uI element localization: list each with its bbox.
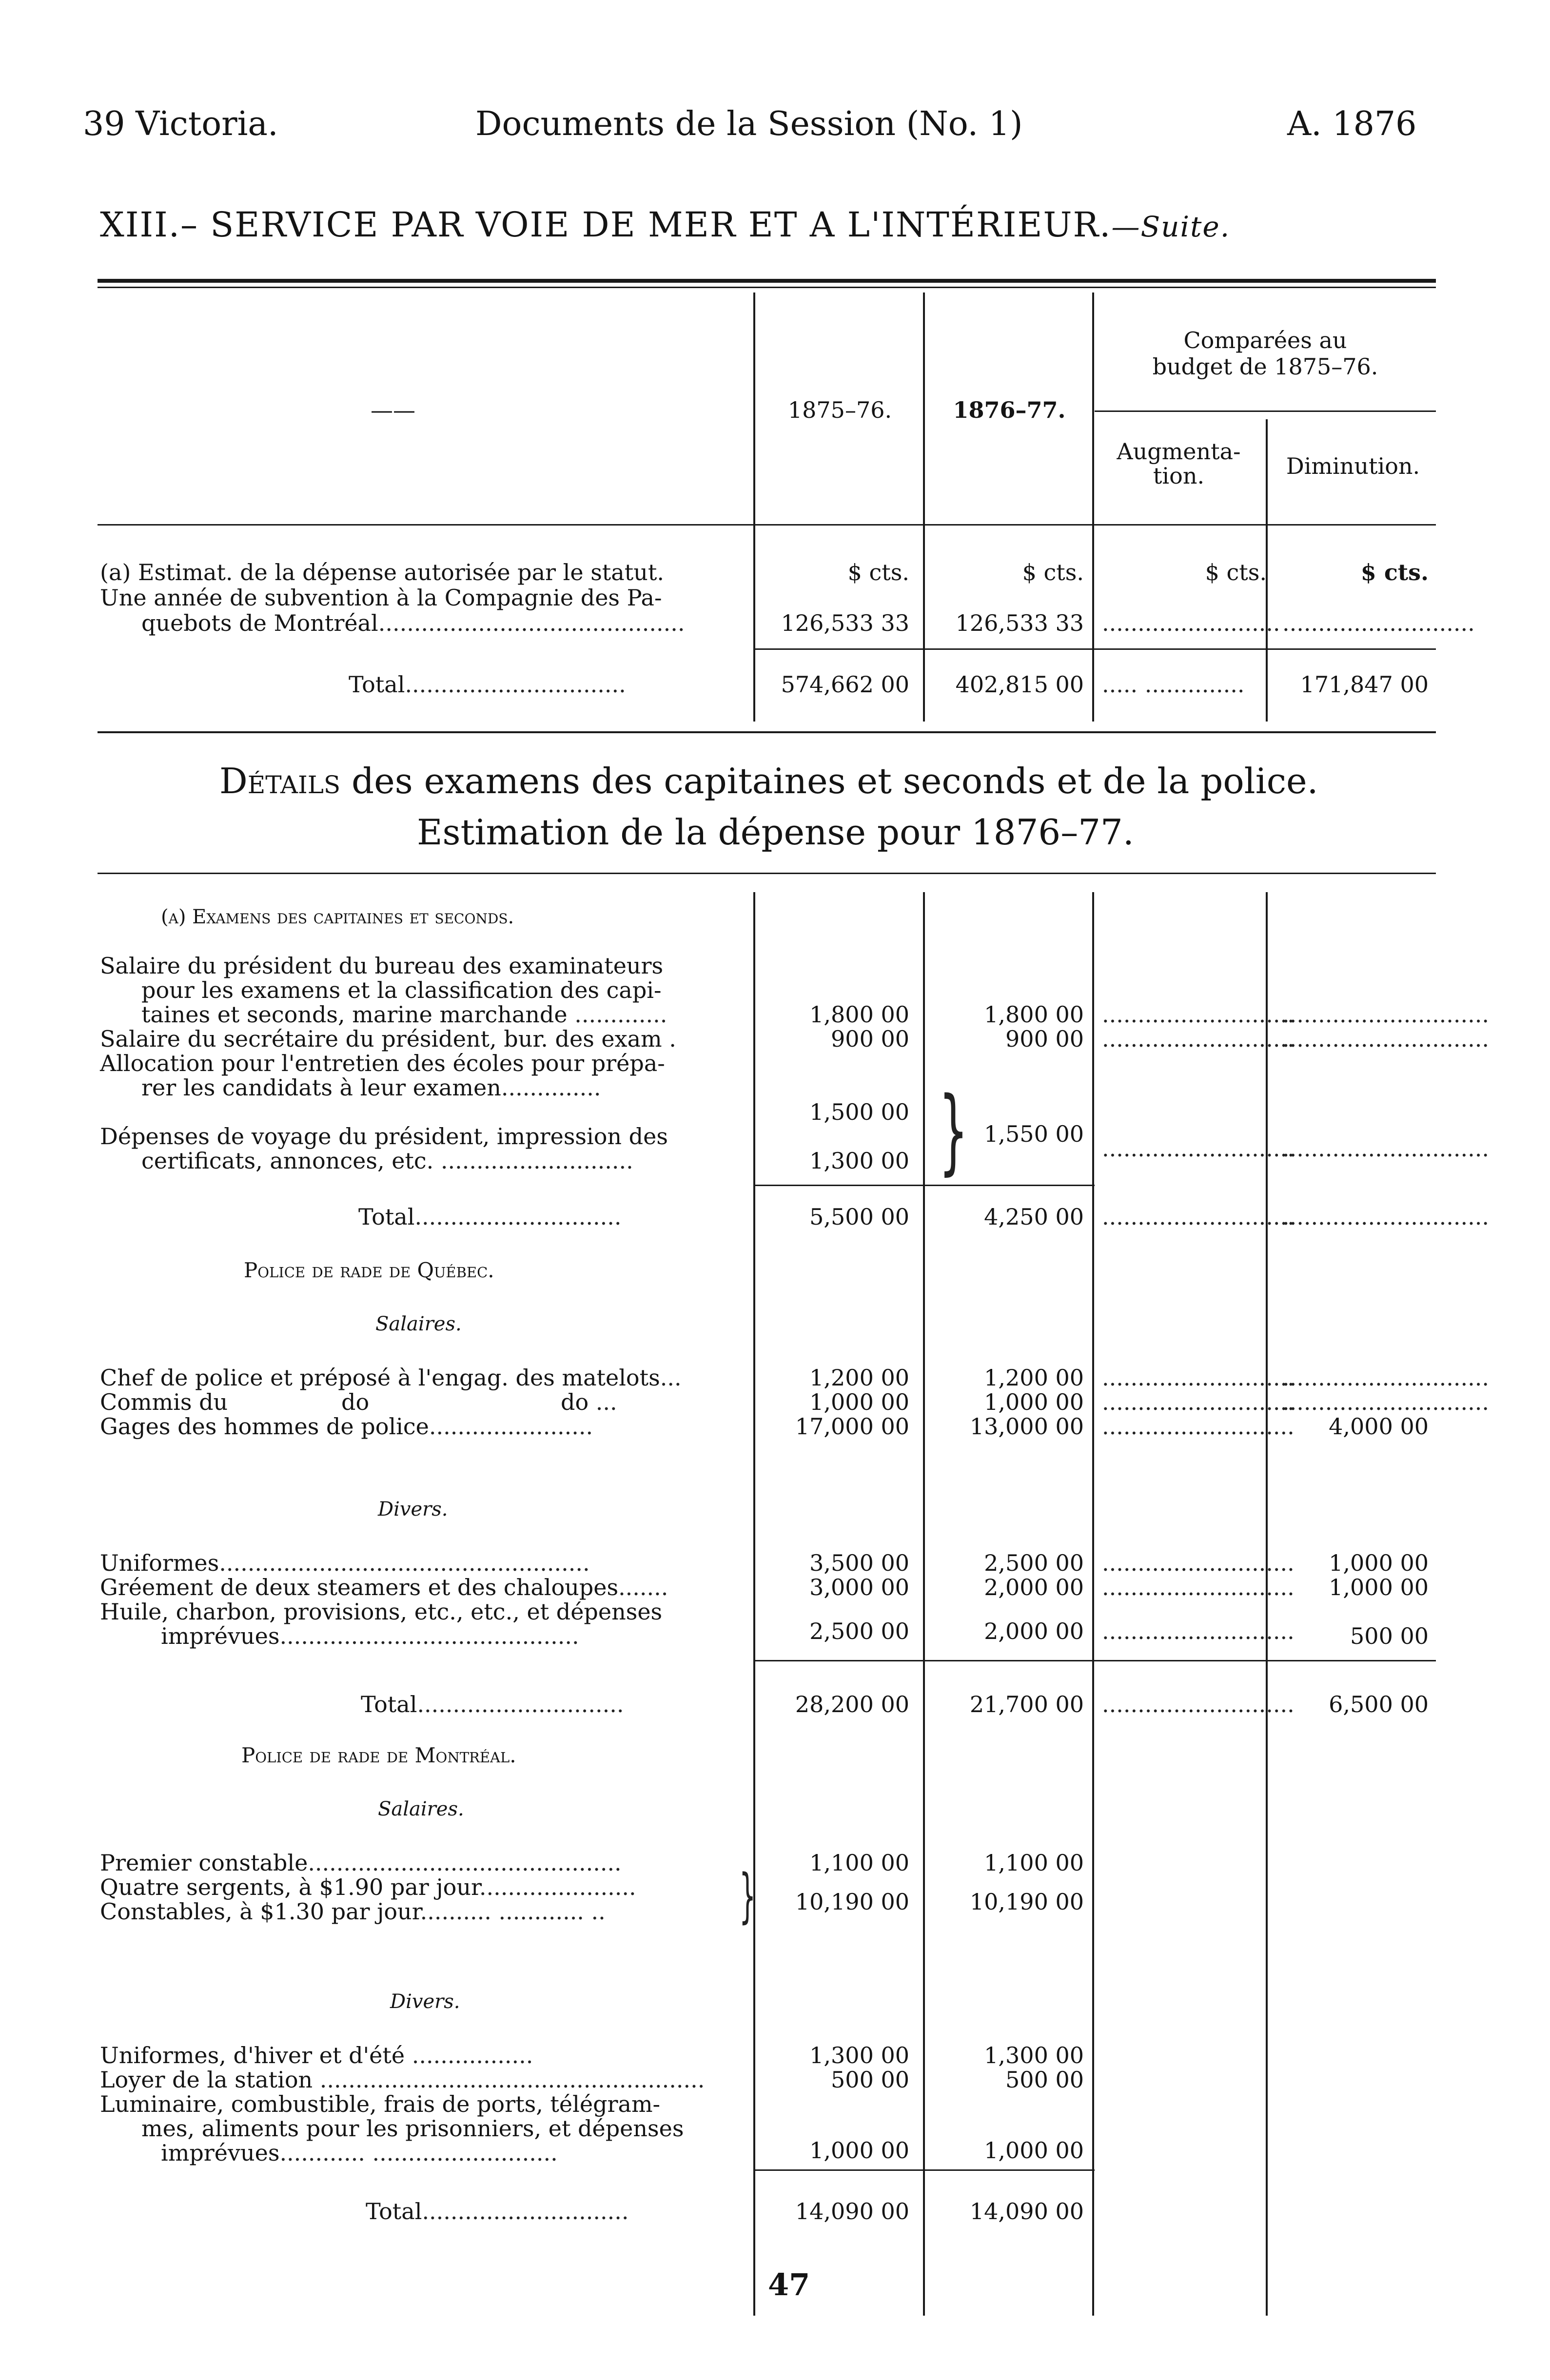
header-increase-line2: tion. (1153, 463, 1205, 489)
details-subtitle: Estimation de la dépense pour 1876–77. (417, 812, 1134, 853)
montreal-constable-1875: 1,100 00 (809, 1850, 909, 1876)
subsidy-1876: 126,533 33 (955, 610, 1084, 636)
exam-total-label (358, 1204, 621, 1229)
exam-total-increase-dots: ........................... (1102, 1204, 1295, 1230)
top-total-increase-dots: ..... .............. (1102, 671, 1245, 698)
exam-secretary-1876: 900 00 (1005, 1026, 1084, 1052)
details-rule (98, 873, 1436, 874)
leader-dots: ........................... (433, 1148, 633, 1174)
montreal-heading: Police de rade de Montréal. (241, 1743, 516, 1767)
subsidy-decrease-dots: ........................... (1282, 610, 1475, 636)
montreal-uniforms-text: Uniformes, d'hiver et d'été (100, 2042, 405, 2068)
details-title (219, 761, 1318, 801)
exam-president-salary-label3: taines et seconds, marine marchande (141, 1001, 568, 1028)
quebec-chief-decrease-dots: ............................. (1282, 1365, 1490, 1391)
quebec-chief-1875: 1,200 00 (809, 1365, 909, 1391)
montreal-uniforms-1876: 1,300 00 (984, 2042, 1084, 2068)
montreal-constables-label (100, 1899, 606, 1924)
exam-total-1876: 4,250 00 (984, 1204, 1084, 1230)
exam-travel-label2: certificats, annonces, etc. (141, 1148, 434, 1174)
montreal-rent-1876: 500 00 (1005, 2067, 1084, 2093)
exam-bracket-decrease-dots: ............................. (1282, 1135, 1490, 1162)
quebec-clerk-ditto-text: do (561, 1389, 589, 1415)
top-total-1876: 402,815 00 (955, 671, 1084, 698)
exam-total-text: Total (358, 1204, 415, 1230)
top-total-text: Total (349, 671, 405, 698)
exam-president-salary-line2: pour les examens et la classification des capi- (141, 977, 662, 1003)
leader-dots: ............................................ (308, 1850, 622, 1876)
leader-dots: ............................. (417, 1691, 624, 1717)
unit-col3: $ cts. (1205, 559, 1267, 585)
quebec-chief-text: Chef de police et préposé à l'engag. des matelots (100, 1365, 660, 1391)
quebec-total-decrease: 6,500 00 (1329, 1691, 1429, 1717)
section-title-suffix: —Suite. (1111, 210, 1231, 243)
quebec-rigging-1875: 3,000 00 (809, 1574, 909, 1600)
lower-col-rule-4 (1266, 892, 1268, 2316)
exam-travel-line1: Dépenses de voyage du président, impression des (100, 1123, 668, 1150)
quebec-heading: Police de rade de Québec. (244, 1258, 494, 1282)
quebec-salaries-heading: Salaires. (375, 1313, 462, 1335)
leader-dots: ............................... (405, 671, 626, 698)
quebec-subtotal-rule (753, 1660, 1436, 1661)
quebec-uniforms-label (100, 1550, 590, 1576)
montreal-rent-text: Loyer de la station (100, 2067, 313, 2093)
exam-travel-1875: 1,300 00 (809, 1148, 909, 1174)
quebec-rigging-label (100, 1575, 668, 1600)
leader-dots: ....... (618, 1574, 668, 1600)
exam-schools-line2 (141, 1075, 601, 1100)
quebec-wages-text: Gages des hommes de police (100, 1413, 429, 1440)
quebec-oil-1876: 2,000 00 (984, 1618, 1084, 1644)
title-rule-thin (98, 287, 1436, 288)
col-rule-2 (923, 293, 925, 722)
montreal-constable-1876: 1,100 00 (984, 1850, 1084, 1876)
quebec-total-1876: 21,700 00 (969, 1691, 1084, 1717)
section-title (100, 205, 1230, 245)
montreal-subtotal-rule (753, 2169, 1095, 2171)
montreal-constable-label (100, 1850, 622, 1875)
montreal-lighting-label3: imprévues (161, 2140, 280, 2166)
quebec-uniforms-text: Uniformes (100, 1550, 219, 1576)
montreal-bracket: } (739, 1862, 756, 1930)
row-statute-estimate: (a) Estimat. de la dépense autorisée par le statut. (100, 559, 664, 585)
quebec-rigging-text: Gréement de deux steamers et des chaloupes (100, 1574, 619, 1600)
top-subtotal-rule (753, 648, 1436, 650)
exam-schools-line1: Allocation pour l'entretien des écoles pour prépa- (100, 1050, 665, 1076)
header-year-1875: 1875–76. (787, 397, 892, 423)
quebec-wages-1875: 17,000 00 (795, 1413, 909, 1440)
quebec-clerk-1876: 1,000 00 (984, 1389, 1084, 1415)
header-compare-line1: Comparées au (1183, 327, 1347, 353)
quebec-oil-1875: 2,500 00 (809, 1618, 909, 1644)
leader-dots: ............. (567, 1001, 667, 1028)
exam-president-increase-dots: ........................... (1102, 1001, 1295, 1028)
montreal-rent-label (100, 2067, 705, 2092)
leader-dots: .......................................... (279, 1623, 579, 1649)
header-year-1876: 1876–77. (953, 397, 1066, 423)
montreal-sergeants-text: Quatre sergents, à $1.90 par jour (100, 1874, 479, 1900)
montreal-constable-text: Premier constable (100, 1850, 308, 1876)
unit-col2: $ cts. (1022, 559, 1084, 585)
top-total-1875: 574,662 00 (781, 671, 909, 698)
header-session-year: 39 Victoria. (83, 105, 278, 143)
exam-secretary-1875: 900 00 (831, 1026, 909, 1052)
row-subsidy-label2: quebots de Montréal (141, 610, 378, 636)
top-total-decrease: 171,847 00 (1300, 671, 1429, 698)
montreal-total-1875: 14,090 00 (795, 2198, 909, 2224)
leader-dots: ............................. (422, 2198, 629, 2224)
quebec-chief-1876: 1,200 00 (984, 1365, 1084, 1391)
montreal-uniforms-label (100, 2043, 533, 2068)
exam-president-salary-line3 (141, 1002, 667, 1027)
exam-bracket: } (939, 1077, 968, 1185)
exam-total-decrease-dots: ............................. (1282, 1204, 1490, 1230)
quebec-oil-line1: Huile, charbon, provisions, etc., etc., et dépenses (100, 1599, 663, 1625)
quebec-oil-line2 (161, 1623, 579, 1649)
header-documents-title: Documents de la Session (No. 1) (475, 105, 1023, 143)
quebec-uniforms-1876: 2,500 00 (984, 1550, 1084, 1576)
lower-col-rule-3 (1092, 892, 1094, 2316)
unit-col4: $ cts. (1360, 559, 1429, 585)
exam-president-1876: 1,800 00 (984, 1001, 1084, 1028)
quebec-total-increase-dots: ........................... (1102, 1691, 1295, 1717)
exam-secretary-salary: Salaire du secrétaire du président, bur. des exam . (100, 1026, 676, 1052)
quebec-uniforms-decrease: 1,000 00 (1329, 1550, 1429, 1576)
montreal-rent-1875: 500 00 (831, 2067, 909, 2093)
montreal-bracket-1875: 10,190 00 (795, 1889, 909, 1915)
quebec-total-1875: 28,200 00 (795, 1691, 909, 1717)
leader-dots: ... (660, 1365, 682, 1391)
exam-schools-label2: rer les candidats à leur examen (141, 1074, 501, 1101)
header-decrease: Diminution. (1286, 453, 1420, 479)
exam-bracket-increase-dots: ........................... (1102, 1135, 1295, 1162)
lower-col-rule-1 (753, 892, 755, 2316)
montreal-constables-text: Constables, à $1.30 par jour (100, 1898, 420, 1925)
quebec-misc-heading: Divers. (378, 1498, 448, 1521)
quebec-wages-1876: 13,000 00 (969, 1413, 1084, 1440)
unit-col1: $ cts. (847, 559, 909, 585)
leader-dots: ....................... (429, 1413, 593, 1440)
exam-travel-line2 (141, 1148, 633, 1173)
montreal-total-1876: 14,090 00 (969, 2198, 1084, 2224)
leader-dots: ...................................................... (313, 2067, 705, 2093)
quebec-rigging-1876: 2,000 00 (984, 1574, 1084, 1600)
top-table-bottom-rule (98, 731, 1436, 733)
subsidy-1875: 126,533 33 (781, 610, 909, 636)
header-increase-line1: Augmenta- (1117, 438, 1241, 465)
quebec-total-label (361, 1692, 624, 1717)
montreal-lighting-line1: Luminaire, combustible, frais de ports, télégram- (100, 2091, 661, 2117)
subsidy-increase-dots: ......................... (1102, 610, 1280, 636)
quebec-clerk-decrease-dots: ............................. (1282, 1389, 1490, 1415)
quebec-chief-label (100, 1365, 682, 1390)
montreal-total-label (366, 2199, 628, 2224)
section-title-main: XIII.– SERVICE PAR VOIE DE MER ET A L'INTÉRIEUR. (100, 205, 1112, 245)
montreal-uniforms-1875: 1,300 00 (809, 2042, 909, 2068)
leader-dots: .............. (501, 1074, 601, 1101)
quebec-rigging-decrease: 1,000 00 (1329, 1574, 1429, 1600)
header-compare-line2: budget de 1875–76. (1152, 353, 1378, 380)
exam-schools-1875: 1,500 00 (809, 1099, 909, 1125)
quebec-chief-increase-dots: ........................... (1102, 1365, 1295, 1391)
quebec-wages-label (100, 1414, 593, 1439)
quebec-clerk-ditto-2 (561, 1389, 617, 1415)
quebec-clerk-label: Commis du (100, 1389, 228, 1415)
details-title-rest: des examens des capitaines et seconds et de la police. (340, 761, 1318, 801)
quebec-total-text: Total (361, 1691, 417, 1717)
top-total-label (349, 672, 626, 697)
exam-secretary-increase-dots: ........................... (1102, 1026, 1295, 1052)
leader-dots: .......... ............ .. (420, 1898, 606, 1925)
header-blank-label: —— (371, 397, 415, 423)
montreal-sergeants-label (100, 1874, 636, 1900)
exam-total-1875: 5,500 00 (809, 1204, 909, 1230)
quebec-oil-label2: imprévues (161, 1623, 280, 1649)
leader-dots: ........................................... (378, 610, 685, 636)
header-bottom-rule (98, 524, 1436, 526)
col-rule-1 (753, 293, 755, 722)
header-edition: A. 1876 (1287, 105, 1417, 143)
exam-president-salary-line1: Salaire du président du bureau des examinateurs (100, 953, 664, 979)
quebec-oil-increase-dots: ........................... (1102, 1618, 1295, 1644)
row-subsidy-line1: Une année de subvention à la Compagnie des Pa- (100, 585, 662, 611)
quebec-oil-decrease: 500 00 (1350, 1623, 1429, 1649)
leader-dots: ...................... (479, 1874, 636, 1900)
quebec-clerk-1875: 1,000 00 (809, 1389, 909, 1415)
exam-president-decrease-dots: ............................. (1282, 1001, 1490, 1028)
montreal-lighting-line3 (161, 2140, 558, 2165)
montreal-bracket-1876: 10,190 00 (969, 1889, 1084, 1915)
montreal-total-text: Total (366, 2198, 422, 2224)
montreal-lighting-line2: mes, aliments pour les prisonniers, et dépenses (141, 2115, 684, 2142)
exam-subtotal-rule (753, 1185, 1095, 1186)
quebec-uniforms-1875: 3,500 00 (809, 1550, 909, 1576)
leader-dots: ............................. (414, 1204, 622, 1230)
lower-col-rule-2 (923, 892, 925, 2316)
montreal-lighting-1876: 1,000 00 (984, 2137, 1084, 2164)
exam-secretary-decrease-dots: ............................. (1282, 1026, 1490, 1052)
title-rule-thick (98, 279, 1436, 283)
details-title-smallcaps: Détails (219, 761, 341, 801)
page-number: 47 (768, 2267, 810, 2302)
quebec-wages-decrease: 4,000 00 (1329, 1413, 1429, 1440)
exam-bracket-1876: 1,550 00 (984, 1121, 1084, 1147)
leader-dots: .................................................... (219, 1550, 590, 1576)
montreal-misc-heading: Divers. (390, 1990, 460, 2013)
quebec-clerk-ditto-1: do (341, 1389, 370, 1415)
exam-president-1875: 1,800 00 (809, 1001, 909, 1028)
montreal-salaries-heading: Salaires. (378, 1798, 464, 1820)
row-subsidy-line2 (141, 610, 685, 636)
quebec-rigging-increase-dots: ........................... (1102, 1574, 1295, 1600)
leader-dots: ............ .......................... (279, 2140, 558, 2166)
montreal-lighting-1875: 1,000 00 (809, 2137, 909, 2164)
compare-rule (1095, 410, 1436, 412)
leader-dots: ... (589, 1389, 617, 1415)
exam-heading: (a) Examens des capitaines et seconds. (161, 906, 514, 928)
quebec-wages-increase-dots: ........................... (1102, 1413, 1295, 1440)
quebec-uniforms-increase-dots: ........................... (1102, 1550, 1295, 1576)
leader-dots: ................. (405, 2042, 533, 2068)
col-rule-3 (1092, 293, 1094, 722)
quebec-clerk-increase-dots: ........................... (1102, 1389, 1295, 1415)
